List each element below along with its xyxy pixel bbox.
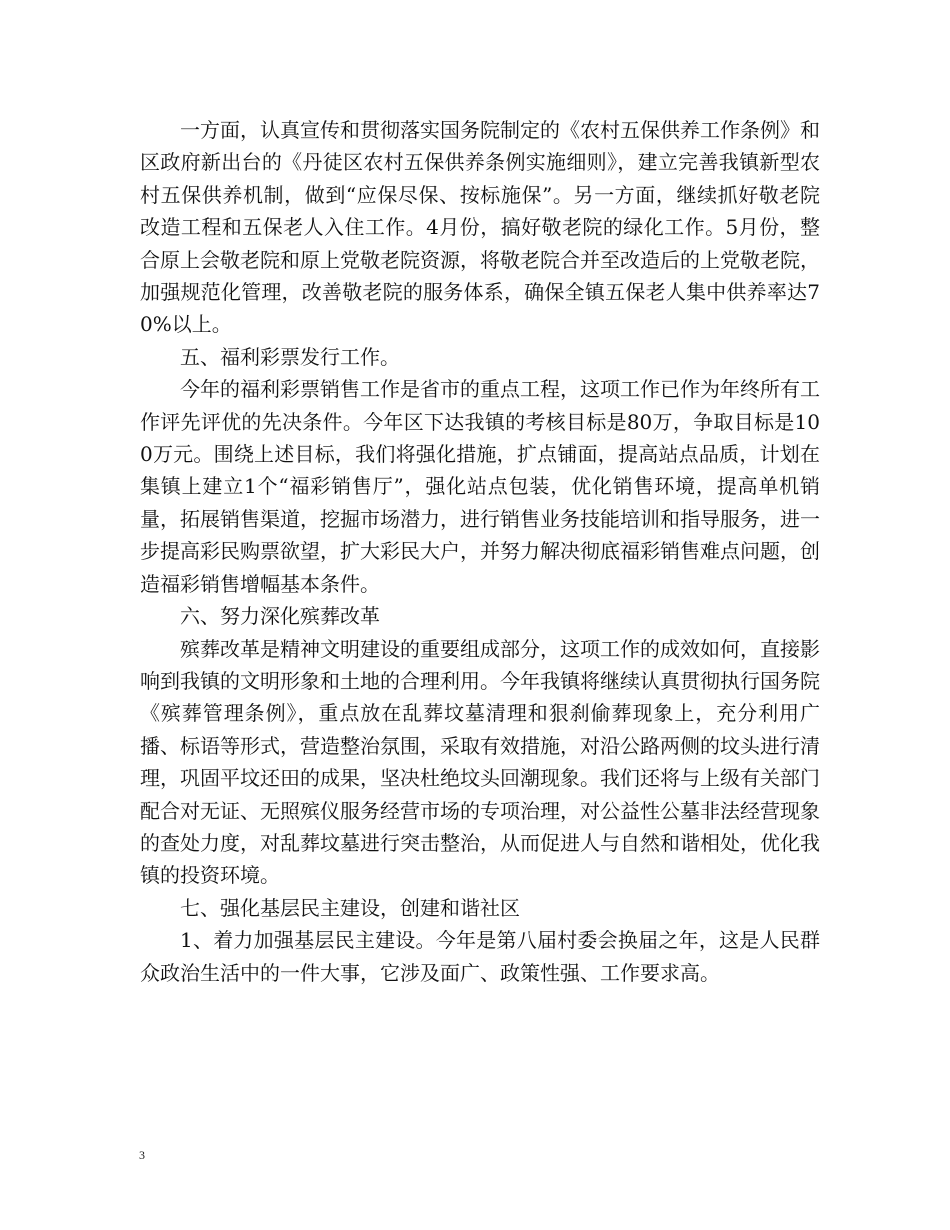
paragraph-funeral-reform: 殡葬改革是精神文明建设的重要组成部分，这项工作的成效如何，直接影响到我镇的文明形象和土地的合理利用。今年我镇将继续认真贯彻执行国务院《殡葬管理条例》，重点放在乱葬坟墓清理和狠刹偷葬现象上，充分利用广播、标语等形式，营造整治氛围，采取有效措施，对沿公路两侧的坟头进行清理，巩固平坟还田的成果，坚决杜绝坟头回潮现象。我们还将与上级有关部门配合对无证、无照殡仪服务经营市场的专项治理，对公益性公墓非法经营现象的查处力度，对乱葬坟墓进行突击整治，从而促进人与自然和谐相处，优化我镇的投资环境。: [140, 636, 820, 888]
document-body: [140, 114, 820, 989]
heading-funeral-reform: 六、努力深化殡葬改革: [180, 604, 380, 629]
paragraph-welfare-lottery: 今年的福利彩票销售工作是省市的重点工程，这项工作已作为年终所有工作评先评优的先决条件。今年区下达我镇的考核目标是80万，争取目标是100万元。围绕上述目标，我们将强化措施，扩点铺面，提高站点品质，计划在集镇上建立1个“福彩销售厅”，强化站点包装，优化销售环境，提高单机销量，拓展销售渠道，挖掘市场潜力，进行销售业务技能培训和指导服务，进一步提高彩民购票欲望，扩大彩民大户，并努力解决彻底福彩销售难点问题，创造福彩销售增幅基本条件。: [140, 377, 820, 596]
heading-welfare-lottery: 五、福利彩票发行工作。: [180, 344, 400, 369]
heading-grassroots-democracy: 七、强化基层民主建设，创建和谐社区: [180, 895, 520, 920]
paragraph-wubao-support: 一方面，认真宣传和贯彻落实国务院制定的《农村五保供养工作条例》和区政府新出台的《丹徒区农村五保供养条例实施细则》，建立完善我镇新型农村五保供养机制，做到“应保尽保、按标施保”。另一方面，继续抓好敬老院改造工程和五保老人入住工作。4月份，搞好敬老院的绿化工作。5月份，整合原上会敬老院和原上党敬老院资源，将敬老院合并至改造后的上党敬老院，加强规范化管理，改善敬老院的服务体系，确保全镇五保老人集中供养率达70%以上。: [140, 118, 820, 337]
paragraph-grassroots-democracy: 1、着力加强基层民主建设。今年是第八届村委会换届之年，这是人民群众政治生活中的一件大事，它涉及面广、政策性强、工作要求高。: [140, 928, 820, 985]
page-number: 3: [139, 1148, 145, 1162]
